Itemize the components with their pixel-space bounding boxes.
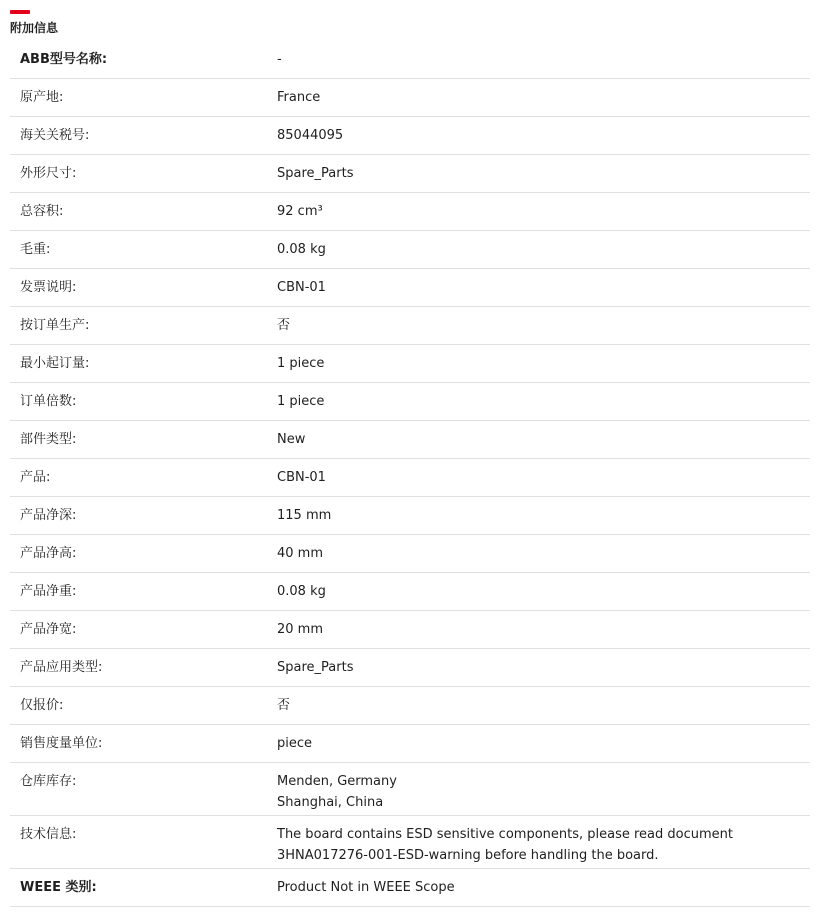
spec-label: 毛重: xyxy=(20,242,51,257)
spec-value: 115 mm xyxy=(277,508,332,523)
spec-label: 海关关税号: xyxy=(20,128,90,143)
spec-value: 92 cm³ xyxy=(277,204,323,219)
spec-value-line: The board contains ESD sensitive components, please read document xyxy=(277,827,733,842)
spec-value: 否 xyxy=(277,698,291,713)
spec-value-line: Shanghai, China xyxy=(277,795,384,810)
spec-value: 85044095 xyxy=(277,128,344,143)
spec-row-part-type xyxy=(10,421,810,459)
spec-row-warehouse-stock xyxy=(10,763,810,816)
spec-row-invoice-description xyxy=(10,269,810,307)
spec-value: 0.08 kg xyxy=(277,242,326,257)
spec-value: 0.08 kg xyxy=(277,584,326,599)
spec-label: ABB型号名称: xyxy=(20,52,108,67)
spec-value: CBN-01 xyxy=(277,280,326,295)
spec-row-product-net-depth xyxy=(10,497,810,535)
spec-label: 技术信息: xyxy=(20,827,77,842)
spec-label: 产品净宽: xyxy=(20,622,77,637)
spec-row-technical-information xyxy=(10,816,810,869)
spec-value: piece xyxy=(277,736,313,751)
spec-row-dimensions xyxy=(10,155,810,193)
spec-label: 最小起订量: xyxy=(20,356,90,371)
spec-label: 销售度量单位: xyxy=(20,736,103,751)
spec-row-customs-tariff-number xyxy=(10,117,810,155)
spec-row-made-to-order xyxy=(10,307,810,345)
spec-value: 20 mm xyxy=(277,622,324,637)
spec-row-quote-only xyxy=(10,687,810,725)
spec-value: Spare_Parts xyxy=(277,166,354,181)
spec-value: 1 piece xyxy=(277,356,325,371)
spec-value xyxy=(277,771,802,813)
spec-row-country-of-origin xyxy=(10,79,810,117)
section-title: 附加信息 xyxy=(10,21,59,35)
spec-label: 总容积: xyxy=(20,204,64,219)
spec-row-product-net-weight xyxy=(10,573,810,611)
spec-row-product-application-type xyxy=(10,649,810,687)
spec-value: 否 xyxy=(277,318,291,333)
spec-label: 仅报价: xyxy=(20,698,64,713)
spec-label: 按订单生产: xyxy=(20,318,90,333)
spec-row-abb-model-name xyxy=(10,41,810,79)
spec-value: 40 mm xyxy=(277,546,324,561)
spec-row-order-multiple xyxy=(10,383,810,421)
spec-row-weee-category xyxy=(10,869,810,907)
spec-label: 产品净深: xyxy=(20,508,77,523)
spec-value: 1 piece xyxy=(277,394,325,409)
spec-label: 外形尺寸: xyxy=(20,166,77,181)
spec-row-gross-weight xyxy=(10,231,810,269)
spec-row-product xyxy=(10,459,810,497)
spec-label: 产品应用类型: xyxy=(20,660,103,675)
spec-row-product-net-height xyxy=(10,535,810,573)
spec-label: 原产地: xyxy=(20,90,64,105)
section-header xyxy=(10,10,810,36)
spec-value: New xyxy=(277,432,306,447)
spec-label: 产品净重: xyxy=(20,584,77,599)
spec-value: Product Not in WEEE Scope xyxy=(277,880,455,895)
spec-value-line: Menden, Germany xyxy=(277,774,397,789)
spec-table xyxy=(10,41,810,907)
spec-value-line: 3HNA017276-001-ESD-warning before handling the board. xyxy=(277,848,659,863)
spec-value: Spare_Parts xyxy=(277,660,354,675)
spec-label: 发票说明: xyxy=(20,280,77,295)
spec-label: 部件类型: xyxy=(20,432,77,447)
spec-label: 仓库库存: xyxy=(20,774,77,789)
spec-label: 订单倍数: xyxy=(20,394,77,409)
spec-label: WEEE 类别: xyxy=(20,880,97,895)
spec-value: CBN-01 xyxy=(277,470,326,485)
spec-row-product-net-width xyxy=(10,611,810,649)
spec-label: 产品净高: xyxy=(20,546,77,561)
spec-row-gross-volume xyxy=(10,193,810,231)
spec-value xyxy=(277,824,802,866)
spec-row-selling-unit-of-measure xyxy=(10,725,810,763)
spec-value: - xyxy=(277,52,282,67)
spec-label: 产品: xyxy=(20,470,51,485)
spec-row-minimum-order-quantity xyxy=(10,345,810,383)
section-accent-bar xyxy=(10,10,30,14)
spec-value: France xyxy=(277,90,321,105)
